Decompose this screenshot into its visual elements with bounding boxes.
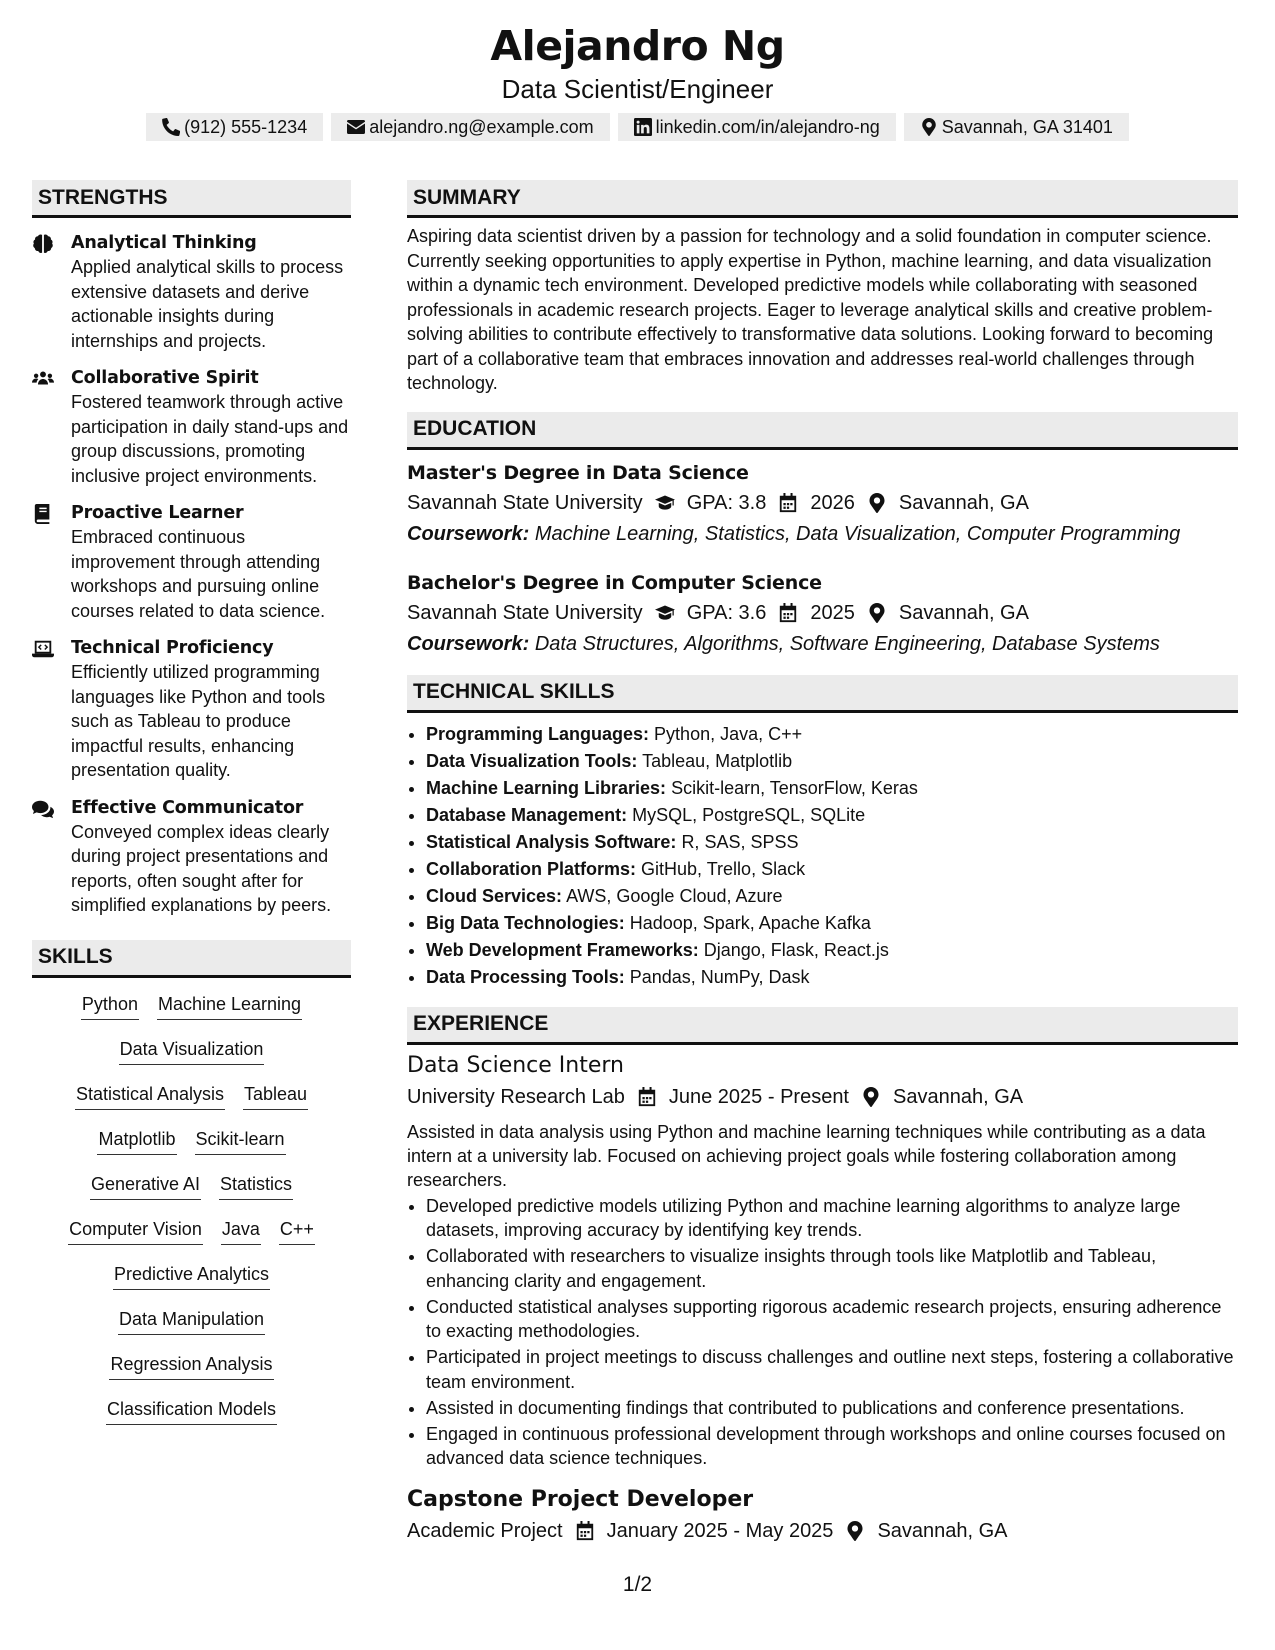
skill-category: Database Management: [426, 804, 628, 825]
graduation-year: 2026 [810, 491, 855, 514]
job-location: Savannah, GA [877, 1519, 1008, 1542]
strength-desc: Efficiently utilized programming languages like Python and tools such as Tableau to produce impactful results, enhancing presentation quality. [71, 662, 326, 780]
coursework [407, 629, 1238, 659]
coursework-label: Coursework: [407, 632, 530, 655]
list-item [426, 802, 1238, 829]
strength-title: Technical Proficiency [71, 638, 274, 658]
coursework-list: Machine Learning, Statistics, Data Visualization, Computer Programming [534, 522, 1181, 545]
calendar-icon [778, 493, 798, 513]
coursework [407, 519, 1238, 549]
graduation-cap-icon [655, 603, 675, 623]
list-item [426, 937, 1238, 964]
contact-email-text: alejandro.ng@example.com [369, 116, 594, 137]
job-title: Capstone Project Developer [407, 1486, 754, 1512]
candidate-name: Alejandro Ng [490, 22, 785, 70]
school-location: Savannah, GA [898, 491, 1029, 514]
job-meta [407, 1081, 1238, 1113]
skill-category: Big Data Technologies: [426, 912, 625, 933]
education-meta [407, 597, 1238, 629]
job-dates: January 2025 - May 2025 [606, 1519, 834, 1542]
skill-tag: C++ [279, 1217, 315, 1245]
skill-category: Machine Learning Libraries: [426, 777, 667, 798]
skill-values: Scikit-learn, TensorFlow, Keras [671, 777, 918, 798]
skills-list [32, 992, 351, 1442]
strength-title: Effective Communicator [71, 797, 304, 818]
skill-tag: Tableau [243, 1082, 308, 1110]
skill-values: Django, Flask, React.js [703, 939, 889, 960]
skill-values: Hadoop, Spark, Apache Kafka [629, 912, 871, 933]
map-pin-icon [845, 1521, 865, 1541]
comments-icon [32, 799, 54, 819]
skill-category: Data Processing Tools: [426, 966, 625, 987]
experience-heading: EXPERIENCE [407, 1007, 1238, 1045]
skill-values: R, SAS, SPSS [681, 831, 799, 852]
list-item: • Collaborated with researchers to visualize insights through tools like Matplotlib and Tableau, enhancing clarity and engagement. [426, 1244, 1238, 1293]
degree-title: Master's Degree in Data Science [407, 461, 749, 484]
school-location: Savannah, GA [898, 601, 1029, 624]
list-item [426, 910, 1238, 937]
calendar-icon [778, 603, 798, 623]
job-org: Academic Project [407, 1519, 563, 1542]
skill-category: Cloud Services: [426, 885, 563, 906]
school-name: Savannah State University [407, 491, 643, 514]
contact-phone-text: (912) 555-1234 [184, 116, 308, 137]
coursework-list: Data Structures, Algorithms, Software Engineering, Database Systems [534, 632, 1160, 655]
left-column [32, 180, 351, 1442]
envelope-icon [347, 118, 365, 136]
strength-title: Proactive Learner [71, 503, 244, 523]
skill-tag: Data Visualization [119, 1037, 265, 1065]
summary-text: Aspiring data scientist driven by a passion for technology and a solid foundation in computer science. Currently seeking opportunities to apply expertise in Python, machine learning, and data visualization within a dynamic tech environment. Developed predictive models while collaborating with seasoned professionals in academic research projects. Eager to leverage analytical skills and creative problem-solving abilities to contribute effectively to transformative data solutions. Looking forward to becoming part of a collaborative team that embraces innovation and addresses real-world challenges through technology. [407, 226, 1214, 393]
brain-icon [32, 234, 54, 254]
contact-linkedin[interactable] [618, 113, 896, 141]
job-org: University Research Lab [407, 1085, 625, 1108]
calendar-icon [637, 1087, 657, 1107]
job-location: Savannah, GA [893, 1085, 1024, 1108]
list-item [426, 748, 1238, 775]
skill-tag: Data Manipulation [118, 1307, 265, 1335]
skill-tag: Java [221, 1217, 261, 1245]
map-pin-icon [867, 603, 887, 623]
strength-title: Collaborative Spirit [71, 368, 259, 388]
skill-category: Statistical Analysis Software: [426, 831, 677, 852]
skill-category: Programming Languages: [426, 723, 650, 744]
strength-desc: Fostered teamwork through active participation in daily stand-ups and group discussions, promoting inclusive project environments. [71, 392, 349, 486]
page-number: 1/2 [622, 1573, 653, 1596]
list-item: • Conducted statistical analyses supporting rigorous academic research projects, ensuring adherence to exacting methodologies. [426, 1295, 1238, 1344]
strength-desc: Conveyed complex ideas clearly during project presentations and reports, often sought after for simplified explanations by peers. [71, 821, 332, 915]
skills-heading: SKILLS [32, 940, 351, 978]
contact-location-text: Savannah, GA 31401 [941, 116, 1113, 137]
contact-location [904, 113, 1129, 141]
skill-tag: Generative AI [90, 1172, 201, 1200]
candidate-role: Data Scientist/Engineer [501, 74, 774, 104]
strength-desc: Applied analytical skills to process extensive datasets and derive actionable insights during internships and projects. [71, 257, 344, 351]
skill-tag: Scikit-learn [195, 1127, 286, 1155]
experience-entry [407, 1051, 1238, 1471]
skill-tag: Classification Models [106, 1397, 277, 1425]
graduation-year: 2025 [810, 601, 855, 624]
skill-tag: Predictive Analytics [113, 1262, 270, 1290]
skill-category: Collaboration Platforms: [426, 858, 637, 879]
skill-category: Data Visualization Tools: [426, 750, 638, 771]
education-entry [407, 459, 1238, 549]
skill-values: Python, Java, C++ [654, 723, 803, 744]
strength-item [32, 366, 351, 488]
skill-tag: Statistical Analysis [75, 1082, 225, 1110]
skill-category: Web Development Frameworks: [426, 939, 699, 960]
education-meta [407, 487, 1238, 519]
skill-tag: Regression Analysis [109, 1352, 273, 1380]
job-title: Data Science Intern [407, 1052, 624, 1078]
job-description: Assisted in data analysis using Python and machine learning techniques while contributing as a data intern at a university lab. Focused on achieving project goals while fostering collaboration among researchers. [407, 1121, 1206, 1190]
skill-tag: Computer Vision [68, 1217, 203, 1245]
list-item: • Participated in project meetings to discuss challenges and outline next steps, fostering a collaborative team environment. [426, 1345, 1238, 1394]
strength-item [32, 796, 351, 918]
education-heading: EDUCATION [407, 412, 1238, 450]
skill-values: Pandas, NumPy, Dask [629, 966, 810, 987]
summary-heading: SUMMARY [407, 180, 1238, 218]
strengths-heading: STRENGTHS [32, 180, 351, 218]
skill-tag: Matplotlib [97, 1127, 176, 1155]
contact-phone[interactable] [146, 113, 323, 141]
list-item [426, 883, 1238, 910]
right-column [407, 180, 1238, 1547]
education-entry [407, 569, 1238, 659]
technical-skills-list [407, 721, 1238, 991]
school-name: Savannah State University [407, 601, 643, 624]
skill-tag: Machine Learning [157, 992, 302, 1020]
technical-skills-heading: TECHNICAL SKILLS [407, 675, 1238, 713]
calendar-icon [575, 1521, 595, 1541]
users-icon [32, 369, 54, 389]
strength-item [32, 636, 351, 783]
linkedin-icon [634, 118, 652, 136]
list-item [426, 721, 1238, 748]
job-meta [407, 1515, 1238, 1547]
list-item: • Assisted in documenting findings that contributed to publications and conference presentations. [426, 1396, 1238, 1421]
list-item [426, 856, 1238, 883]
list-item [426, 829, 1238, 856]
job-dates: June 2025 - Present [668, 1085, 849, 1108]
book-icon [32, 504, 54, 524]
graduation-cap-icon [655, 493, 675, 513]
strength-desc: Embraced continuous improvement through attending workshops and pursuing online courses related to data science. [71, 527, 326, 621]
skill-values: Tableau, Matplotlib [642, 750, 793, 771]
coursework-label: Coursework: [407, 522, 530, 545]
list-item [426, 775, 1238, 802]
strength-item [32, 231, 351, 353]
contact-linkedin-text: linkedin.com/in/alejandro-ng [655, 116, 880, 137]
skill-values: AWS, Google Cloud, Azure [566, 885, 783, 906]
skill-values: MySQL, PostgreSQL, SQLite [632, 804, 866, 825]
skill-tag: Statistics [219, 1172, 293, 1200]
skill-tag: Python [81, 992, 139, 1020]
list-item [426, 964, 1238, 991]
map-pin-icon [920, 118, 938, 136]
job-bullets [407, 1194, 1238, 1471]
skill-values: GitHub, Trello, Slack [641, 858, 806, 879]
gpa: GPA: 3.8 [686, 491, 767, 514]
list-item: • Developed predictive models utilizing Python and machine learning algorithms to analyze large datasets, improving accuracy by identifying key trends. [426, 1194, 1238, 1243]
contact-email[interactable] [331, 113, 609, 141]
phone-icon [162, 118, 180, 136]
map-pin-icon [867, 493, 887, 513]
list-item: • Engaged in continuous professional development through workshops and online courses focused on advanced data science techniques. [426, 1422, 1238, 1471]
laptop-code-icon [32, 639, 54, 659]
degree-title: Bachelor's Degree in Computer Science [407, 571, 822, 594]
experience-entry [407, 1485, 1238, 1547]
map-pin-icon [861, 1087, 881, 1107]
gpa: GPA: 3.6 [686, 601, 767, 624]
strength-item [32, 501, 351, 623]
contact-bar [0, 113, 1275, 141]
strength-title: Analytical Thinking [71, 233, 257, 253]
